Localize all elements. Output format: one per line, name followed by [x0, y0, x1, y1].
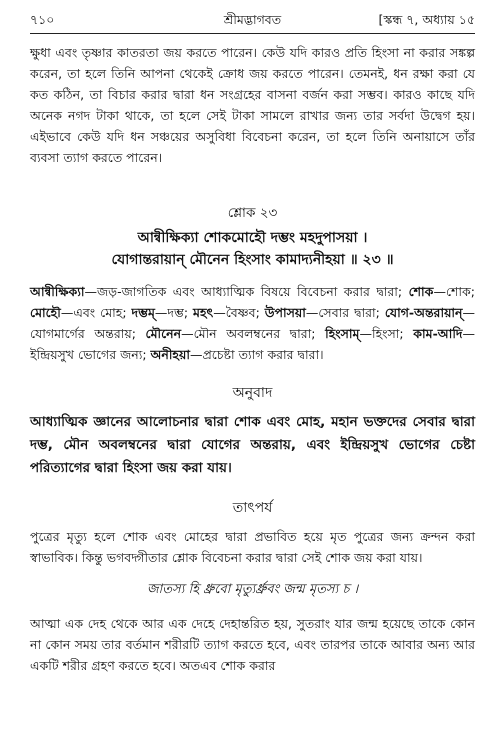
synonym-word: মহৎ: [193, 305, 214, 320]
synonym-meaning: —মৌন অবলম্বনের দ্বারা;: [181, 326, 326, 341]
page-header: [30, 10, 475, 32]
synonym-word: কাম-আদি: [413, 326, 463, 341]
shloka-title: শ্লোক ২৩: [227, 205, 278, 221]
intro-paragraph: ক্ষুধা এবং তৃষ্ণার কাতরতা জয় করতে পারেন। কেউ যদি কারও প্রতি হিংসা না করার সঙ্কল্প করেন, তা হলে তিনি আপনা থেকেই ক্রোধ জয় করতে পারেন। তেমনই, ধন রক্ষা করা যে কত কঠিন, তা বিচার করার দ্বারা ধন সংগ্রহের বাসনা বর্জন করা সম্ভব। কারও কাছে যদি অনেক নগদ টাকা থাকে, তা হলে সেই টাকা সামলে রাখার জন্য তার সর্বদা উদ্বেগ হয়। এইভাবে কেউ যদি ধন সঞ্চয়ের অসুবিধা বিবেচনা করেন, তা হলে তিনি অনায়াসে তাঁর ব্যবসা ত্যাগ করতে পারেন।: [30, 45, 475, 165]
verse-line-2: যোগান্তরায়ান্ মৌনেন হিংসাং কামাদ্যনীহয়া ॥ ২৩ ॥: [111, 252, 394, 268]
header-rule: [30, 33, 475, 34]
synonym-word: আন্বীক্ষিক্যা: [30, 284, 85, 299]
page-number: ৭১০: [30, 12, 55, 27]
purport-paragraph-1: পুত্রের মৃত্যু হলে শোক এবং মোহের দ্বারা প্রভাবিত হয়ে মৃত পুত্রের জন্য ক্রন্দন করা স্বাভাবিক। কিন্তু ভগবদ্গীতার শ্লোক বিবেচনা করার দ্বারা সেই শোক জয় করা যায়।: [30, 529, 475, 565]
synonym-meaning: —শোক;: [433, 284, 475, 299]
synonym-meaning: —এবং মোহ;: [60, 305, 132, 320]
synonym-meaning: —বৈষ্ণব;: [213, 305, 265, 320]
synonym-meaning: —হিংসা;: [359, 326, 414, 341]
synonym-word: মৌনেন: [145, 326, 182, 341]
section-label: [স্কন্ধ ৭, অধ্যায় ১৫: [378, 12, 475, 27]
synonym-word: হিংসাম্: [325, 326, 360, 341]
synonym-word: অনীহয়া: [150, 347, 190, 362]
synonym-word: উপাসয়া: [264, 305, 306, 320]
synonym-word: যোগ-অন্তরায়ান্: [384, 305, 463, 320]
synonym-word: মোহৌ: [30, 305, 61, 320]
synonym-meaning: —জড়-জাগতিক এবং আধ্যাত্মিক বিষয়ে বিবেচনা করার দ্বারা;: [84, 284, 409, 299]
book-title: শ্রীমদ্ভাগবত: [223, 12, 282, 27]
synonym-meaning: —সেবার দ্বারা;: [305, 305, 385, 320]
synonym-meaning: —ইন্দ্রিয়সুখ ভোগের জন্য;: [30, 326, 476, 362]
synonym-meaning: —যোগমার্গের অন্তরায়;: [30, 305, 476, 341]
synonyms-paragraph: [30, 281, 475, 365]
synonym-word: শোক: [408, 284, 434, 299]
page-body: [30, 42, 475, 676]
synonym-word: দম্ভম্: [131, 305, 155, 320]
synonym-meaning: —প্রচেষ্টা ত্যাগ করার দ্বারা।: [189, 347, 324, 362]
purport-quote: জাতস্য হি ধ্রুবো মৃত্যুর্ধ্রুবং জন্ম মৃতস্য চ ।: [146, 582, 359, 597]
purport-heading: তাৎপর্য: [232, 500, 273, 516]
translation-heading: অনুবাদ: [232, 385, 273, 401]
translation-text: আধ্যাত্মিক জ্ঞানের আলোচনার দ্বারা শোক এবং মোহ, মহান ভক্তদের সেবার দ্বারা দম্ভ, মৌন অবলম্বনের দ্বারা যোগের অন্তরায়, এবং ইন্দ্রিয়সুখ ভোগের চেষ্টা পরিত্যাগের দ্বারা হিংসা জয় করা যায়।: [30, 414, 475, 476]
purport-paragraph-2: আত্মা এক দেহ থেকে আর এক দেহে দেহান্তরিত হয়, সুতরাং যার জন্ম হয়েছে তাকে কোন না কোন সময় তার বর্তমান শরীরটি ত্যাগ করতে হবে, এবং তারপর তাকে আবার অন্য আর একটি শরীর গ্রহণ করতে হবে। অতএব শোক করার: [30, 616, 475, 673]
synonym-meaning: —দম্ভ;: [154, 305, 194, 320]
verse-line-1: আন্বীক্ষিক্যা শোকমোহৌ দম্ভং মহদুপাসয়া ।: [137, 230, 368, 246]
